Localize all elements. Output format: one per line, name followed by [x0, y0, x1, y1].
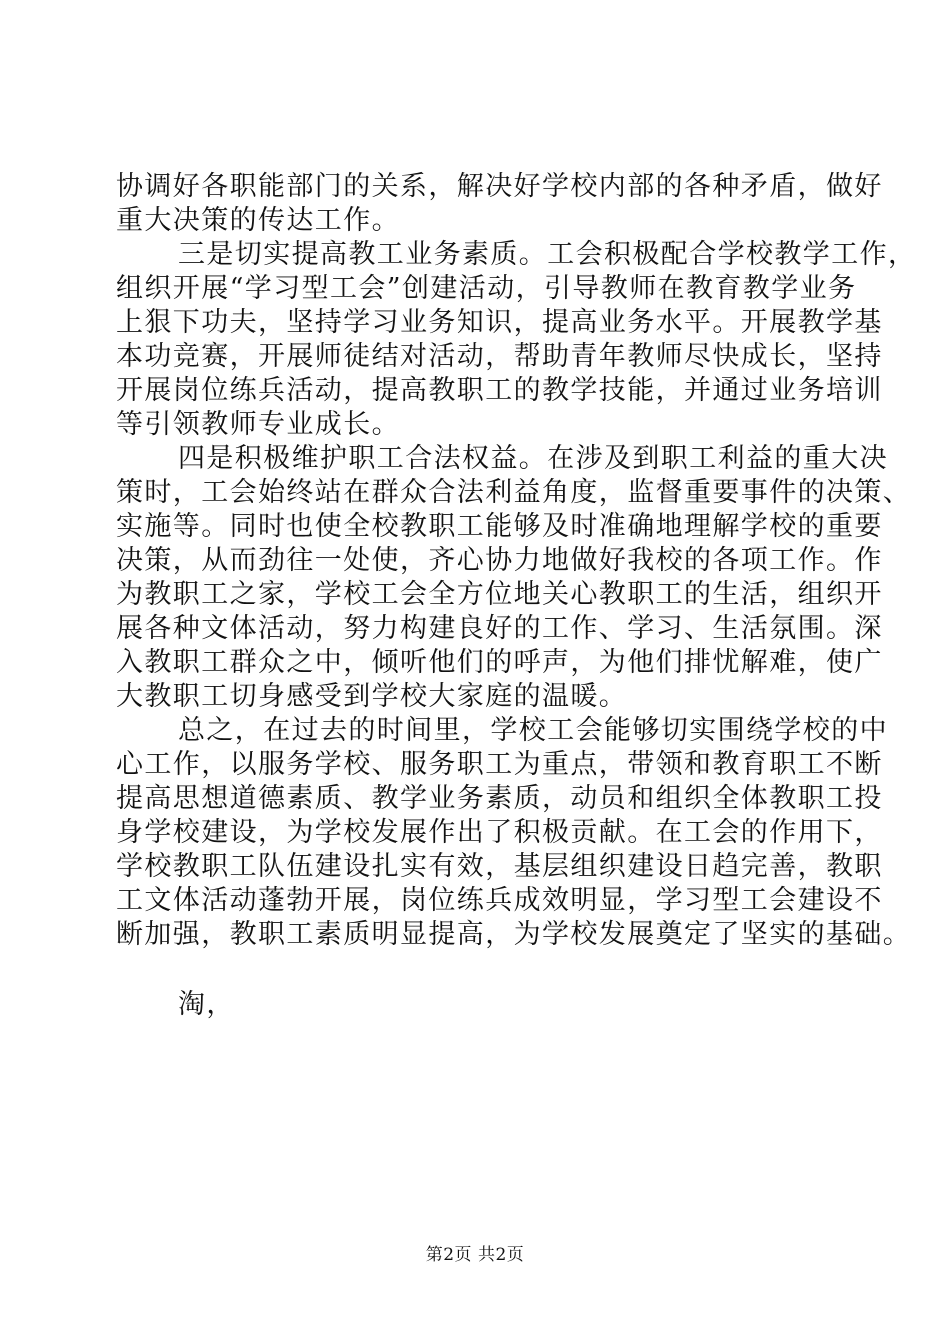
paragraph-gap	[116, 952, 846, 988]
page-footer: 第2页 共2页	[425, 1245, 525, 1265]
paragraph-line: 策时，工会始终站在群众合法利益角度，监督重要事件的决策、	[116, 477, 912, 508]
paragraph-2	[116, 238, 917, 442]
paragraph-line: 等引领教师专业成长。	[116, 409, 400, 440]
paragraph-line: 组织开展“学习型工会”创建活动，引导教师在教育教学业务	[116, 273, 857, 304]
paragraph-line: 实施等。同时也使全校教职工能够及时准确地理解学校的重要	[116, 511, 883, 542]
paragraph-line: 身学校建设，为学校发展作出了积极贡献。在工会的作用下，	[116, 817, 883, 848]
paragraph-line: 本功竞赛，开展师徒结对活动，帮助青年教师尽快成长，坚持	[116, 341, 883, 372]
paragraph-line: 总之，在过去的时间里，学校工会能够切实围绕学校的中	[178, 715, 888, 746]
paragraph-1	[116, 170, 883, 238]
paragraph-line: 展各种文体活动，努力构建良好的工作、学习、生活氛围。深	[116, 613, 883, 644]
paragraph-4	[116, 714, 912, 952]
paragraph-line: 决策，从而劲往一处使，齐心协力地做好我校的各项工作。作	[116, 545, 883, 576]
paragraph-line: 四是积极维护职工合法权益。在涉及到职工利益的重大决	[178, 443, 888, 474]
paragraph-line: 开展岗位练兵活动，提高教职工的教学技能，并通过业务培训	[116, 375, 883, 406]
closing-text: 淘，	[178, 989, 235, 1020]
paragraph-line: 三是切实提高教工业务素质。工会积极配合学校教学工作，	[178, 239, 917, 270]
paragraph-3	[116, 442, 912, 714]
paragraph-line: 协调好各职能部门的关系，解决好学校内部的各种矛盾，做好	[116, 171, 883, 202]
paragraph-line: 工文体活动蓬勃开展，岗位练兵成效明显，学习型工会建设不	[116, 885, 883, 916]
paragraph-line: 断加强，教职工素质明显提高，为学校发展奠定了坚实的基础。	[116, 919, 912, 950]
paragraph-line: 重大决策的传达工作。	[116, 205, 400, 236]
paragraph-line: 大教职工切身感受到学校大家庭的温暖。	[116, 681, 628, 712]
body-text	[116, 170, 917, 1022]
paragraph-line: 为教职工之家，学校工会全方位地关心教职工的生活，组织开	[116, 579, 883, 610]
paragraph-line: 提高思想道德素质、教学业务素质，动员和组织全体教职工投	[116, 783, 883, 814]
paragraph-line: 学校教职工队伍建设扎实有效，基层组织建设日趋完善，教职	[116, 851, 883, 882]
paragraph-line: 上狠下功夫，坚持学习业务知识，提高业务水平。开展教学基	[116, 307, 883, 338]
paragraph-line: 入教职工群众之中，倾听他们的呼声，为他们排忧解难，使广	[116, 647, 883, 678]
paragraph-line: 心工作，以服务学校、服务职工为重点，带领和教育职工不断	[116, 749, 883, 780]
